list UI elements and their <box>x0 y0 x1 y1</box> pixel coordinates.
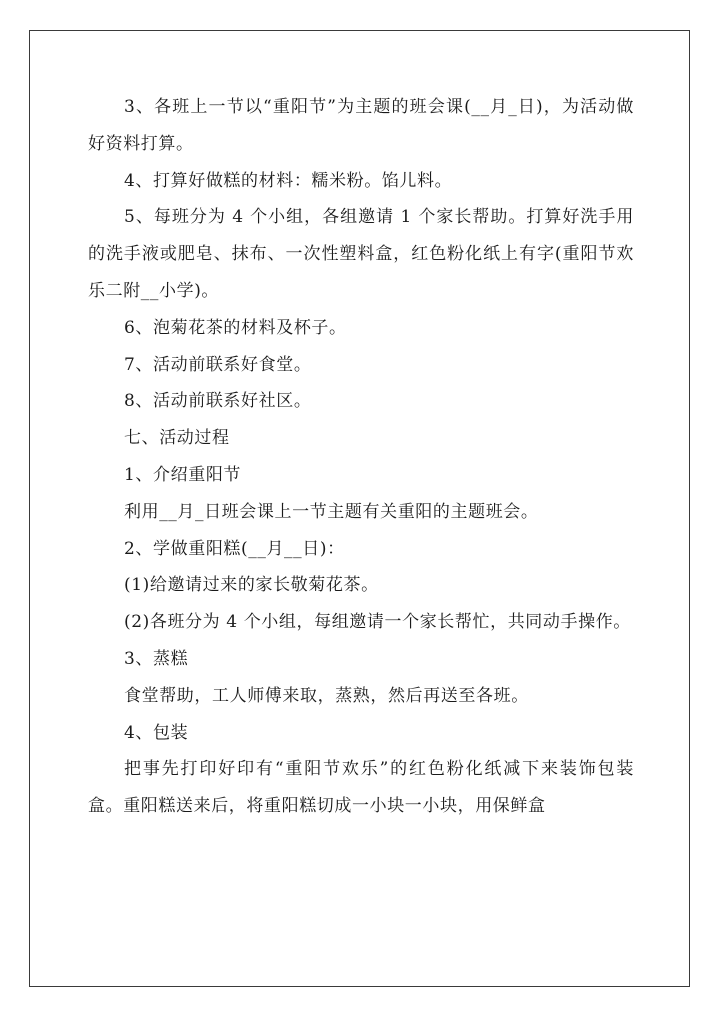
subheading-packaging: 4、包装 <box>124 722 189 743</box>
section-heading-activity-process: 七、活动过程 <box>124 428 230 449</box>
paragraph-class-meeting: 利用__月_日班会课上一节主题有关重阳的主题班会。 <box>124 501 539 522</box>
paragraph-item-8: 8、活动前联系好社区。 <box>124 391 312 412</box>
subheading-introduce-festival: 1、介绍重阳节 <box>124 464 242 485</box>
paragraph-step-2: (2)各班分为 4 个小组，每组邀请一个家长帮忙，共同动手操作。 <box>124 612 631 633</box>
paragraph-item-3: 3、各班上一节以“重阳节”为主题的班会课(__月_日)，为活动做好资料打算。 <box>88 97 634 154</box>
paragraph-item-6: 6、泡菊花茶的材料及杯子。 <box>124 317 347 338</box>
document-body <box>88 89 634 825</box>
subheading-make-cake: 2、学做重阳糕(__月__日)： <box>124 538 345 559</box>
subheading-steam-cake: 3、蒸糕 <box>124 648 189 669</box>
paragraph-canteen-help: 食堂帮助，工人师傅来取，蒸熟，然后再送至各班。 <box>124 685 529 706</box>
paragraph-step-1: (1)给邀请过来的家长敬菊花茶。 <box>124 575 379 596</box>
paragraph-packaging-details: 把事先打印好印有“重阳节欢乐”的红色粉化纸减下来装饰包装盒。重阳糕送来后，将重阳糕切成一小块一小块，用保鲜盒 <box>88 759 634 817</box>
paragraph-item-5: 5、每班分为 4 个小组，各组邀请 1 个家长帮助。打算好洗手用的洗手液或肥皂、抹布、一次性塑料盒，红色粉化纸上有字(重阳节欢乐二附__小学)。 <box>88 207 634 301</box>
paragraph-item-7: 7、活动前联系好食堂。 <box>124 354 312 375</box>
paragraph-item-4: 4、打算好做糕的材料：糯米粉。馅儿料。 <box>124 170 453 191</box>
